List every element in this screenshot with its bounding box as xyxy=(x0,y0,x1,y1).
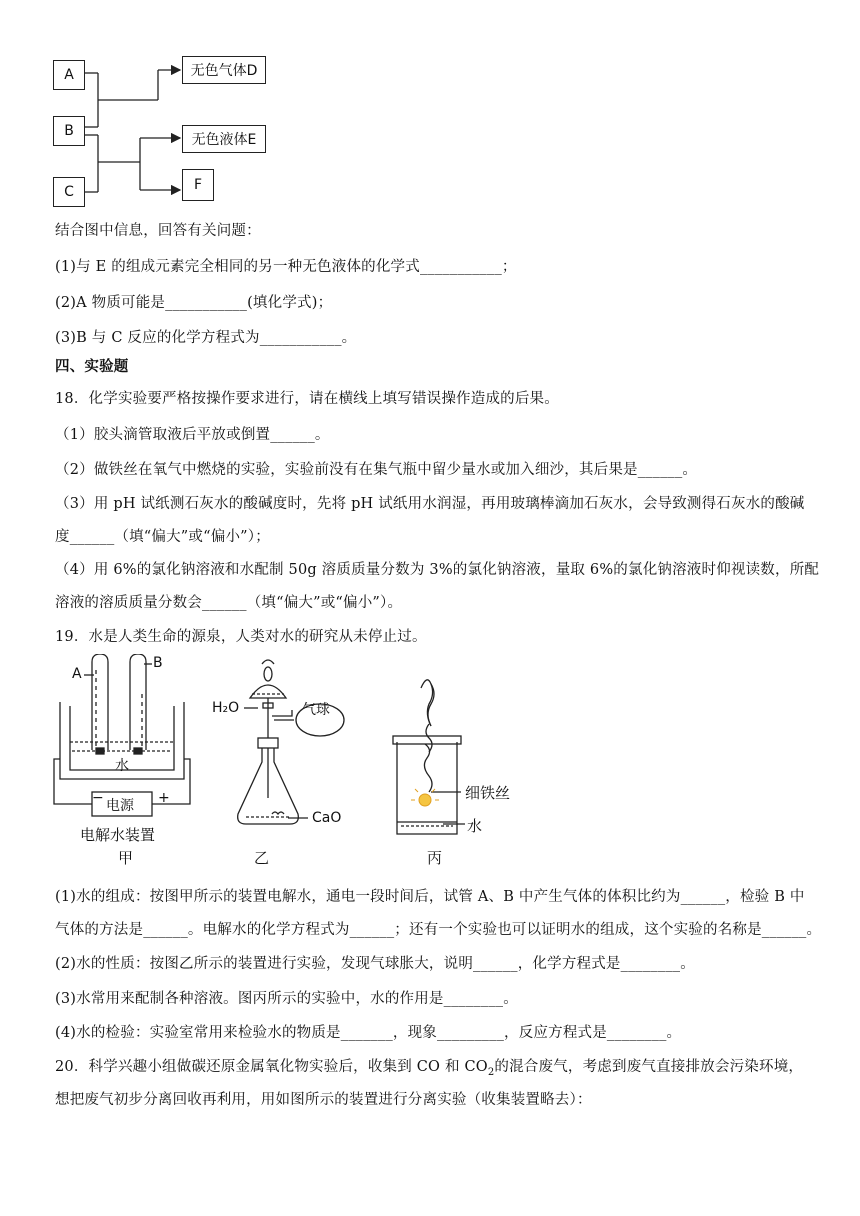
balloon-label: 气球 xyxy=(302,702,330,718)
bing-water-label: 水 xyxy=(467,817,483,835)
iron-wire-label: 细铁丝 xyxy=(465,784,511,802)
box-c: C xyxy=(53,177,85,207)
text-line-3: (2)A 物质可能是___________(填化学式)； xyxy=(55,295,333,311)
cao-label: CaO xyxy=(312,810,342,826)
box-b: B xyxy=(53,116,85,146)
question-20-cont: 想把废气初步分离回收再利用，用如图所示的装置进行分离实验（收集装置略去）： xyxy=(55,1092,592,1108)
tube-b-label: B xyxy=(153,655,163,671)
q19-part-3: (3)水常用来配制各种溶液。图丙所示的实验中，水的作用是________。 xyxy=(55,991,518,1007)
section-heading: 四、实验题 xyxy=(55,358,129,375)
box-f: F xyxy=(182,169,214,201)
figure-yi-caption: 乙 xyxy=(254,849,270,867)
q18-part-4-cont: 溶液的溶质质量分数会______（填“偏大”或“偏小”）。 xyxy=(55,595,403,611)
h2o-label: H₂O xyxy=(212,700,240,716)
figure-jia-title: 电解水装置 xyxy=(80,826,156,844)
q18-part-3-cont: 度______（填“偏大”或“偏小”）； xyxy=(55,529,270,545)
question-19: 19．水是人类生命的源泉，人类对水的研究从未停止过。 xyxy=(55,629,427,645)
minus-label: − xyxy=(92,790,104,806)
question-20 xyxy=(55,1055,803,1078)
q19-part-1: (1)水的组成：按图甲所示的装置电解水，通电一段时间后，试管 A、B 中产生气体的体积比约为______，检验 B 中 xyxy=(55,889,805,905)
box-d: 无色气体D xyxy=(182,56,266,84)
plus-label: + xyxy=(158,790,170,806)
box-e: 无色液体E xyxy=(182,125,266,153)
q19-part-2: (2)水的性质：按图乙所示的装置进行实验，发现气球胀大，说明______，化学方程式是________。 xyxy=(55,956,695,972)
iron-wire-jar xyxy=(385,654,535,869)
figure-bing-caption: 丙 xyxy=(427,849,443,867)
q19-part-4: (4)水的检验：实验室常用来检验水的物质是_______，现象_________，反应方程式是________。 xyxy=(55,1025,682,1041)
figure-bing xyxy=(385,654,535,869)
figure-jia-caption: 甲 xyxy=(118,849,134,867)
q19-part-1-cont: 气体的方法是______。电解水的化学方程式为______；还有一个实验也可以证明水的组成，这个实验的名称是______。 xyxy=(55,922,822,938)
box-a: A xyxy=(53,60,85,90)
text-line-4: (3)B 与 C 反应的化学方程式为___________。 xyxy=(55,330,357,346)
q20-text-tail: 的混合废气，考虑到废气直接排放会污染环境， xyxy=(494,1059,804,1075)
power-label: 电源 xyxy=(106,798,134,814)
flow-diagram xyxy=(50,50,280,210)
question-18: 18．化学实验要严格按操作要求进行，请在横线上填写错误操作造成的后果。 xyxy=(55,391,559,407)
text-line-2: (1)与 E 的组成元素完全相同的另一种无色液体的化学式___________； xyxy=(55,259,517,275)
water-label: 水 xyxy=(115,758,129,774)
tube-a-label: A xyxy=(72,666,82,682)
q18-part-2: （2）做铁丝在氧气中燃烧的实验，实验前没有在集气瓶中留少量水或加入细沙，其后果是______。 xyxy=(55,462,698,478)
q20-text-head: 20．科学兴趣小组做碳还原金属氧化物实验后，收集到 CO 和 CO xyxy=(55,1059,488,1075)
text-line-1: 结合图中信息，回答有关问题： xyxy=(55,223,261,239)
q18-part-1: （1）胶头滴管取液后平放或倒置______。 xyxy=(55,427,330,443)
flask-apparatus xyxy=(210,654,360,869)
q18-part-3: （3）用 pH 试纸测石灰水的酸碱度时，先将 pH 试纸用水润湿，再用玻璃棒滴加石灰水，会导致测得石灰水的酸碱 xyxy=(55,496,805,512)
q20-subscript: 2 xyxy=(487,1066,495,1078)
figure-jia xyxy=(52,654,202,869)
q18-part-4: （4）用 6%的氯化钠溶液和水配制 50g 溶质质量分数为 3%的氯化钠溶液，量取 6%的氯化钠溶液时仰视读数，所配 xyxy=(55,562,820,578)
figure-yi xyxy=(210,654,360,869)
